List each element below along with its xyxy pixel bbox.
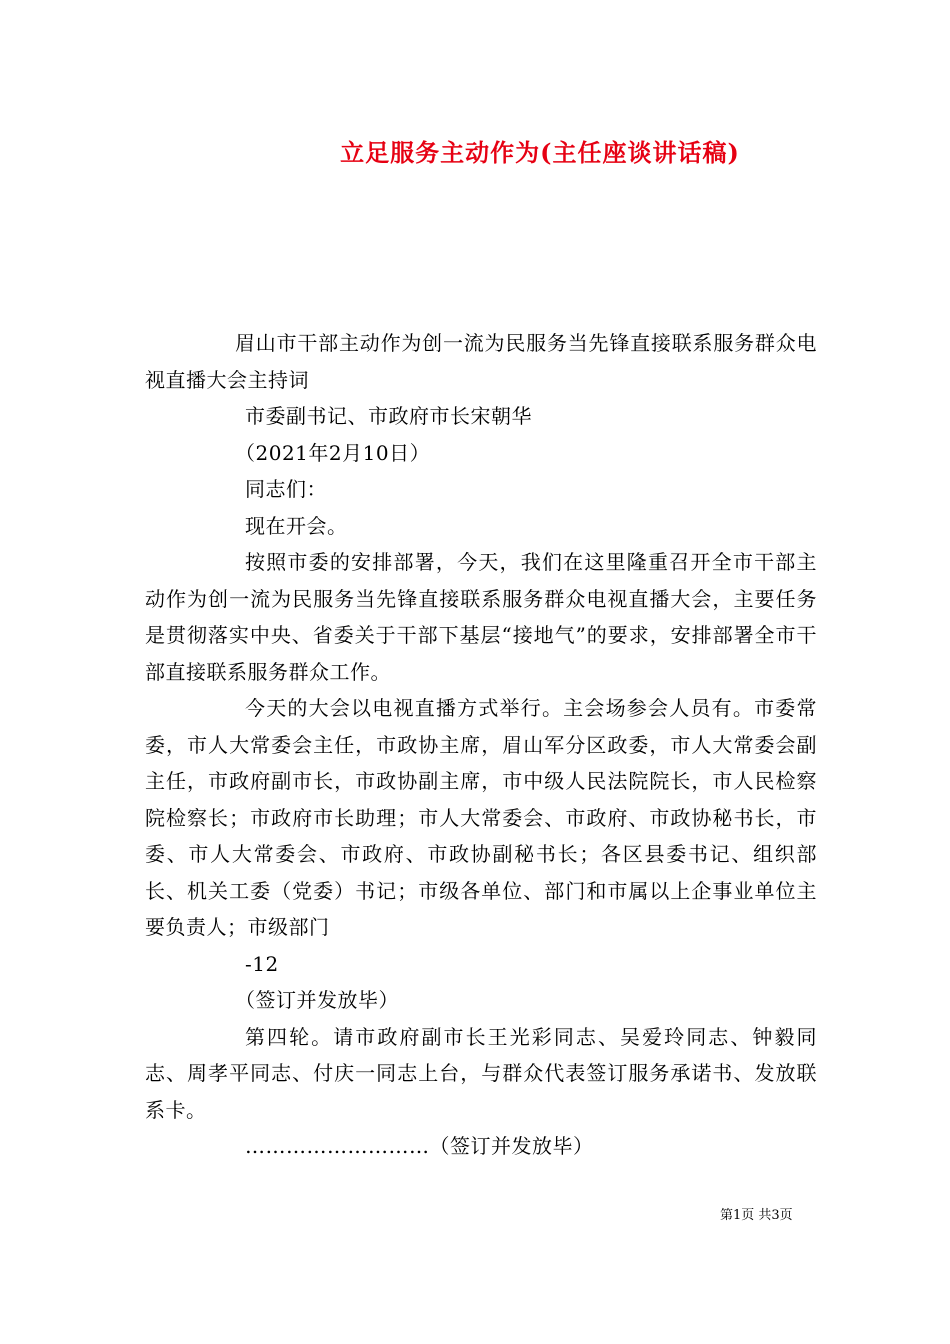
- paragraph-signed-note: （签订并发放毕）: [235, 988, 399, 1012]
- paragraph-arrangement: 按照市委的安排部署，今天，我们在这里隆重召开全市干部主动作为创一流为民服务当先锋直接联系服务群众电视直播大会，主要任务是贯彻落实中央、省委关于干部下基层“接地气”的要求，安排部署全市干部直接联系服务群众工作。: [145, 550, 817, 684]
- paragraph-fourth-round: 第四轮。请市政府副市长王光彩同志、吴爱玲同志、钟毅同志、周孝平同志、付庆一同志上台，与群众代表签订服务承诺书、发放联系卡。: [145, 1024, 817, 1122]
- paragraph-signed-dots: ………………………（签订并发放毕）: [245, 1134, 594, 1158]
- document-body: [145, 325, 817, 1165]
- paragraph-attendees: 今天的大会以电视直播方式举行。主会场参会人员有。市委常委，市人大常委会主任，市政协主席，眉山军分区政委，市人大常委会副主任，市政府副市长，市政协副主席，市中级人民法院院长，市人民检察院检察长；市政府市长助理；市人大常委会、市政府、市政协秘书长，市委、市人大常委会、市政府、市政协副秘书长；各区县委书记、组织部长、机关工委（党委）书记；市级各单位、部门和市属以上企事业单位主要负责人；市级部门: [145, 696, 817, 939]
- paragraph-heading: 眉山市干部主动作为创一流为民服务当先锋直接联系服务群众电视直播大会主持词: [145, 331, 817, 392]
- document-title: 立足服务主动作为(主任座谈讲话稿): [340, 138, 740, 167]
- paragraph-date: （2021年2月10日）: [235, 440, 431, 465]
- paragraph-greeting: 同志们：: [245, 477, 327, 501]
- paragraph-opening: 现在开会。: [245, 513, 348, 538]
- page-number: 第1页 共3页: [720, 1208, 793, 1223]
- paragraph-speaker: 市委副书记、市政府市长宋朝华: [245, 404, 532, 428]
- paragraph-number: -12: [245, 951, 279, 976]
